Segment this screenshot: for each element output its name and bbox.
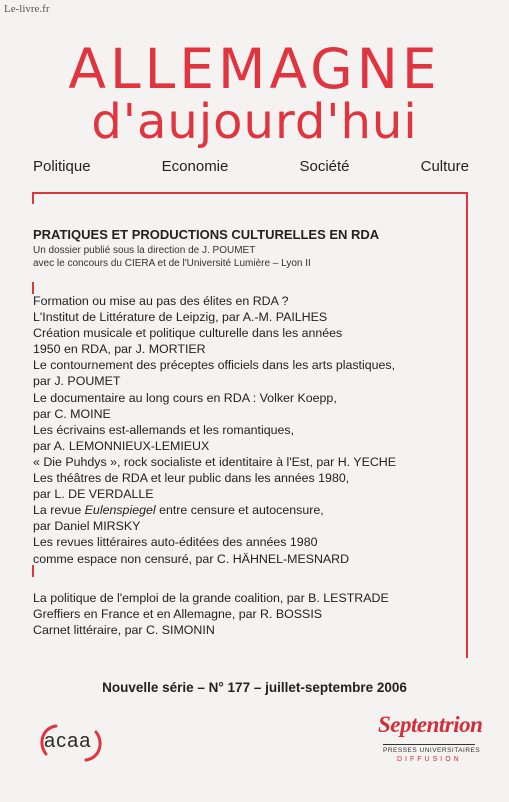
- article-item: L'Institut de Littérature de Leipzig, par A.-M. PAILHES: [33, 310, 328, 325]
- article-item: Création musicale et politique culturelle dans les années 1950 en RDA, par J. MORTIER: [33, 326, 343, 357]
- article-item: « Die Puhdys », rock socialiste et identitaire à l'Est, par H. YECHE: [33, 454, 397, 469]
- other-articles: [33, 590, 473, 638]
- article-item: Le contournement des préceptes officiels dans les arts plastiques, par J. POUMET: [33, 358, 396, 389]
- article-item: Les revues littéraires auto-éditées des années 1980 comme espace non censuré, par C. HÄHNEL-MESNARD: [33, 535, 350, 566]
- subject-politique: Politique: [33, 158, 91, 175]
- article-item: La politique de l'emploi de la grande coalition, par B. LESTRADE: [33, 591, 389, 605]
- article-item: Les théâtres de RDA et leur public dans les années 1980, par L. DE VERDALLE: [33, 471, 350, 502]
- article-item: Carnet littéraire, par C. SIMONIN: [33, 623, 215, 638]
- article-item: Les écrivains est-allemands et les romantiques, par A. LEMONNIEUX-LEMIEUX: [33, 422, 295, 453]
- septentrion-logo: Septentrion: [378, 712, 483, 737]
- acaa-logo-text: acaa: [44, 730, 92, 752]
- article-item: Greffiers en France et en Allemagne, par R. BOSSIS: [33, 607, 323, 622]
- dossier-editor: Un dossier publié sous la direction de J. POUMET: [33, 245, 256, 256]
- frame-tick-top: [32, 192, 34, 204]
- frame-tick-lower: [32, 565, 34, 577]
- article-item: Le documentaire au long cours en RDA : Volker Koepp, par C. MOINE: [33, 390, 337, 421]
- watermark: Le-livre.fr: [4, 3, 50, 15]
- subject-culture: Culture: [420, 158, 469, 175]
- septentrion-tagline: PRESSES UNIVERSITAIRES: [383, 747, 481, 754]
- journal-title: ALLEMAGNE: [68, 37, 441, 101]
- article-item: La revue Eulenspiegel entre censure et autocensure, par Daniel MIRSKY: [33, 503, 324, 534]
- issue-info: Nouvelle série – N° 177 – juillet-septembre 2006: [102, 680, 407, 695]
- septentrion-rule: [383, 744, 475, 745]
- dossier-articles: [33, 293, 473, 567]
- subject-list: [33, 158, 469, 175]
- journal-subtitle: d'aujourd'hui: [91, 94, 418, 150]
- article-item: Formation ou mise au pas des élites en RDA ?: [33, 294, 289, 308]
- subject-societe: Société: [299, 158, 350, 175]
- subject-economie: Economie: [161, 158, 229, 175]
- septentrion-diffusion: DIFFUSION: [397, 756, 462, 763]
- dossier-title: PRATIQUES ET PRODUCTIONS CULTURELLES EN RDA: [33, 227, 380, 242]
- dossier-partners: avec le concours du CIERA et de l'Université Lumière – Lyon II: [33, 258, 311, 269]
